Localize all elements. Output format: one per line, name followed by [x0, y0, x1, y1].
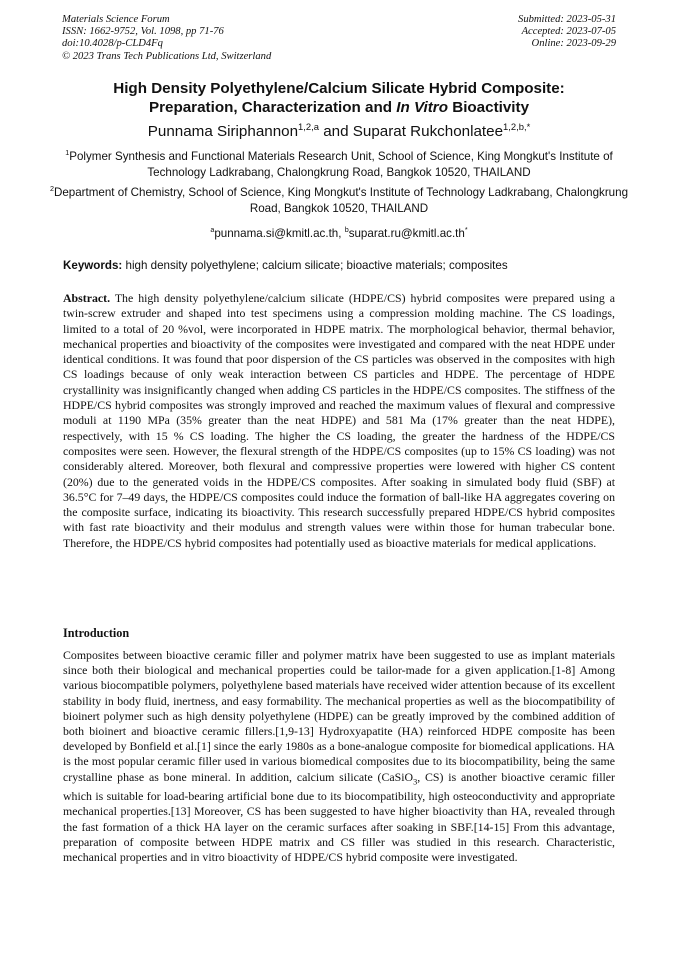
intro-subscript: 3	[413, 776, 418, 786]
title-line-2	[40, 98, 638, 117]
keywords-text: high density polyethylene; calcium silicate; bioactive materials; composites	[122, 259, 508, 272]
author-2-affil: 1,2,b,*	[503, 120, 531, 132]
title-italic: In Vitro	[396, 99, 448, 116]
accepted-date: Accepted: 2023-07-05	[521, 26, 616, 38]
corresponding-marker: *	[464, 225, 468, 235]
affiliation-1-marker: 1	[65, 148, 70, 158]
paper-title	[40, 79, 638, 117]
abstract-text: The high density polyethylene/calcium silicate (HDPE/CS) hybrid composites were prepared using a twin-screw extruder and shaped into test specimens using a compression molding machine. The CS loadings, limited to a total of 20 %vol, were incorporated in HDPE matrix. The morphological behavior, thermal behavior, mechanical properties and bioactivity of the composites were investigated and compared with the neat HDPE under identical conditions. It was found that poor dispersion of the CS particles was observed in the composites with high CS loadings because of only weak interaction between CS particles and HDPE. The percentage of HDPE crystallinity was insignificantly changed when adding CS particles in the HDPE/CS composites. The stiffness of the HDPE/CS hybrid composites was strongly improved and reached the maximum values of flexural and compressive moduli at 1190 MPa (35% greater than the neat HDPE) and 581 Ma (17% greater than the neat HDPE), respectively, with 15 % CS loading. The higher the CS loading, the greater the hardness of the HDPE/CS composites were seen. However, the flexural strength of the HDPE/CS composites (up to 15% CS loading) was not considerably altered. Moreover, both flexural and compressive properties were lowered with higher CS content (20%) due to the generated voids in the HDPE/CS composites. After soaking in simulated body fluid (SBF) at 36.5°C for 7–49 days, the HDPE/CS composites could induce the formation of ball-like HA aggregates covering on the composite surface, indicating its bioactivity. This research successfully prepared HDPE/CS hybrid composites with fast rate bioactivity and their modulus and strength values were within those for human trabecular bone. Therefore, the HDPE/CS hybrid composites had potentially used as bioactive materials for medical applications.	[63, 291, 615, 550]
affiliation-2-text: Department of Chemistry, School of Science, King Mongkut's Institute of Technology Ladkrabang, Chalongkrung Road, Bangkok 10520, THAILAND	[53, 186, 629, 215]
journal-info	[62, 14, 271, 63]
email-b-marker: b	[344, 225, 349, 235]
copyright: © 2023 Trans Tech Publications Ltd, Switzerland	[62, 50, 272, 62]
author-1-affil: 1,2,a	[298, 120, 319, 132]
title-line-2-prefix: Preparation, Characterization and	[148, 99, 397, 116]
email-b[interactable]: suparat.ru@kmitl.ac.th	[348, 227, 465, 240]
abstract-label: Abstract.	[63, 291, 111, 305]
authors	[40, 122, 638, 141]
email-a-marker: a	[210, 225, 215, 235]
submitted-date: Submitted: 2023-05-31	[518, 14, 616, 25]
online-date: Online: 2023-09-29	[531, 38, 616, 50]
journal-name: Materials Science Forum	[62, 14, 170, 25]
author-2: Suparat Rukchonlatee	[352, 123, 504, 140]
issn: ISSN: 1662-9752, Vol. 1098, pp 71-76	[62, 26, 224, 38]
keywords-label: Keywords:	[63, 259, 123, 272]
email-a[interactable]: punnama.si@kmitl.ac.th,	[214, 227, 345, 240]
publication-dates	[518, 14, 616, 51]
title-line-1: High Density Polyethylene/Calcium Silicate Hybrid Composite:	[113, 80, 565, 97]
affiliation-2	[48, 185, 630, 216]
author-conjunction: and	[318, 123, 353, 140]
title-line-2-suffix: Bioactivity	[448, 99, 530, 116]
affiliation-1	[48, 149, 630, 180]
abstract	[63, 291, 615, 551]
author-emails	[40, 226, 638, 241]
keywords	[63, 258, 618, 273]
doi[interactable]: doi:10.4028/p-CLD4Fq	[62, 38, 163, 50]
introduction-heading: Introduction	[63, 626, 130, 640]
introduction-body	[63, 648, 615, 865]
affiliation-2-marker: 2	[49, 184, 54, 194]
affiliation-1-text: Polymer Synthesis and Functional Materials Research Unit, School of Science, King Mongkut's Institute of Technology Ladkrabang, Chalongkrung Road, Bangkok 10520, THAILAND	[69, 150, 613, 179]
author-1: Punnama Siriphannon	[147, 123, 299, 140]
intro-text-2: , CS) is another bioactive ceramic filler which is suitable for load-bearing artificial bone due to its biocompatibility, high osteoconductivity and appropriate mechanical properties.[13] Moreover, CS has been suggested to have higher bioactivity than HA, revealed through the fast formation of a thick HA layer on the ceramic surfaces after soaking in SBF.[14-15] From this advantage, preparation of composite between HDPE matrix and CS filler was studied in this research. Characteristic, mechanical properties and in vitro bioactivity of HDPE/CS hybrid composite were investigated.	[63, 769, 615, 864]
intro-text-1: Composites between bioactive ceramic filler and polymer matrix have been suggested to use as implant materials since both their biological and mechanical properties could be tailor-made for a given application.[1-8] Among various biocompatible polymers, polyethylene based materials have received wider attention because of its excellent stability in body fluid, inertness, and easy formability. The mechanical properties as well as the biocompatibility of bioinert polymer such as high density polyethylene (HDPE) can be greatly improved by the combined addition of both bioinert and bioactive ceramic fillers.[1,9-13] Hydroxyapatite (HA) reinforced HDPE composite has been developed by Bonfield et al.[1] since the early 1980s as a bone-analogue composite for biomedical applications. HA is the most popular ceramic filler used in various biomedical composites due to its biocompatibility, being the same crystalline phase as bone mineral. In addition, calcium silicate (CaSiO	[63, 648, 615, 784]
